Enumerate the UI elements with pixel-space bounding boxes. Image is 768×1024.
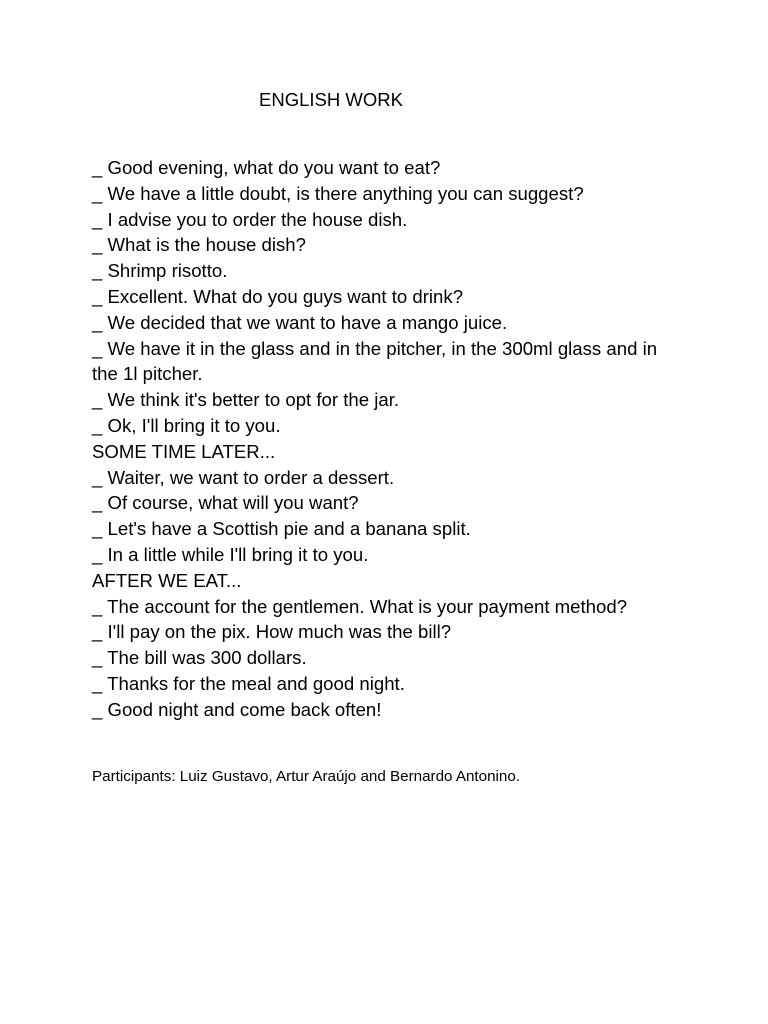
dialogue-line: _ The bill was 300 dollars.: [92, 647, 307, 669]
dialogue-line: _ What is the house dish?: [92, 234, 306, 256]
section-heading: AFTER WE EAT...: [92, 569, 242, 591]
dialogue-line: _ Ok, I'll bring it to you.: [92, 414, 281, 436]
participants-note: Participants: Luiz Gustavo, Artur Araújo and Bernardo Antonino.: [92, 768, 521, 785]
dialogue-list: [92, 155, 677, 723]
dialogue-line: _ Of course, what will you want?: [92, 492, 359, 514]
dialogue-line: _ We decided that we want to have a mango juice.: [92, 311, 508, 333]
section-heading: SOME TIME LATER...: [92, 440, 276, 462]
dialogue-line: _ Good night and come back often!: [92, 698, 382, 720]
dialogue-line: _ I advise you to order the house dish.: [92, 208, 408, 230]
dialogue-line: _ Waiter, we want to order a dessert.: [92, 466, 395, 488]
dialogue-line: _ The account for the gentlemen. What is your payment method?: [92, 595, 628, 617]
dialogue-line: _ We think it's better to opt for the jar.: [92, 389, 400, 411]
dialogue-line: _ Shrimp risotto.: [92, 260, 228, 282]
dialogue-line: _ We have it in the glass and in the pitcher, in the 300ml glass and in the 1l pitcher.: [92, 337, 658, 385]
dialogue-line: _ Excellent. What do you guys want to drink?: [92, 285, 464, 307]
dialogue-line: _ In a little while I'll bring it to you.: [92, 543, 369, 565]
dialogue-line: _ Let's have a Scottish pie and a banana split.: [92, 518, 471, 540]
dialogue-line: _ I'll pay on the pix. How much was the bill?: [92, 621, 452, 643]
dialogue-line: _ We have a little doubt, is there anything you can suggest?: [92, 182, 584, 204]
document-title: ENGLISH WORK: [259, 89, 403, 110]
dialogue-line: _ Thanks for the meal and good night.: [92, 672, 405, 694]
dialogue-line: _ Good evening, what do you want to eat?: [92, 157, 441, 178]
